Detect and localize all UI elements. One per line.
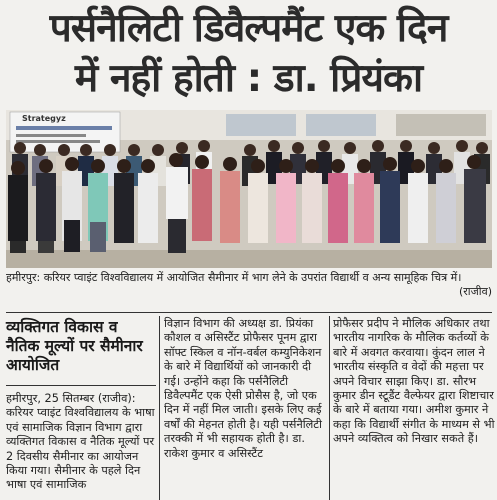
group-photo-icon [6,110,492,268]
column-divider-1 [159,316,160,500]
photo-credit: (राजीव) [458,285,492,298]
headline-line-2: में नहीं होती : डा. प्रियंका [74,56,423,101]
headline [0,0,497,108]
article-column-3 [333,317,495,447]
article-subhead: व्यक्तिगत विकास व नैतिक मूल्यों पर सैमीनार आयोजित [6,318,143,374]
headline-line-1: पर्सनैलिटी डिवैल्पमैंट एक दिन [49,6,448,51]
column-3-text: प्रोफैसर प्रदीप ने मौलिक अधिकार तथा भारतीय नागरिक के मौलिक कर्तव्यों के बारे में अवगत करवाया। कुंदन लाल ने भारतीय संस्कृति व वेदों की महत्ता पर अपने विचार साझा किए। डा. सौरभ कुमार डीन स्टूडैंट वैल्फेयर द्वारा शिष्टाचार के बारे में बताया गया। अमीश कुमार ने कहा कि विद्यार्थी संगीत के माध्यम से भी अपने व्यक्तित्व को निखार सकते हैं। [333,317,495,446]
column-2-text: विज्ञान विभाग की अध्यक्ष डा. प्रियंका कौशल व असिस्टैंट प्रोफैसर पूनम द्वारा सॉफ्ट स्किल व नॉन-वर्बल कम्युनिकेशन के बारे में विद्यार्थियों को जानकारी दी गई। उन्होंने कहा कि पर्सनैलिटी डिवैल्पमैंट एक ऐसी प्रोसैस है, जो एक दिन में नहीं मिल जाती। इसके लिए कई वर्षों की मेहनत होती है। यही पर्सनैलिटी तरक्की में भी सहायक होती है। डा. राकेश कुमार व असिस्टैंट [164,317,322,460]
subhead-divider [6,385,156,386]
group-photo [6,110,492,268]
top-divider [6,312,492,313]
photo-caption [6,271,492,298]
article-column-2 [164,317,328,461]
article-column-1 [6,392,156,493]
banner-brand: Strategyz [22,114,66,123]
photo-caption-text: हमीरपुर: करियर प्वाइंट विश्वविद्यालय में आयोजित सैमीनार में भाग लेने के उपरांत विद्यार्थी व अन्य सामूहिक चित्र में। [6,271,462,284]
column-divider-2 [329,316,330,500]
column-1-text: हमीरपुर, 25 सितम्बर (राजीव): करियर प्वाइंट विश्वविद्यालय के भाषा एवं सामाजिक विज्ञान विभाग द्वारा व्यक्तिगत विकास व नैतिक मूल्यों पर 2 दिवसीय सैमीनार का आयोजन किया गया। सैमीनार के पहले दिन भाषा एवं सामाजिक [6,392,155,492]
